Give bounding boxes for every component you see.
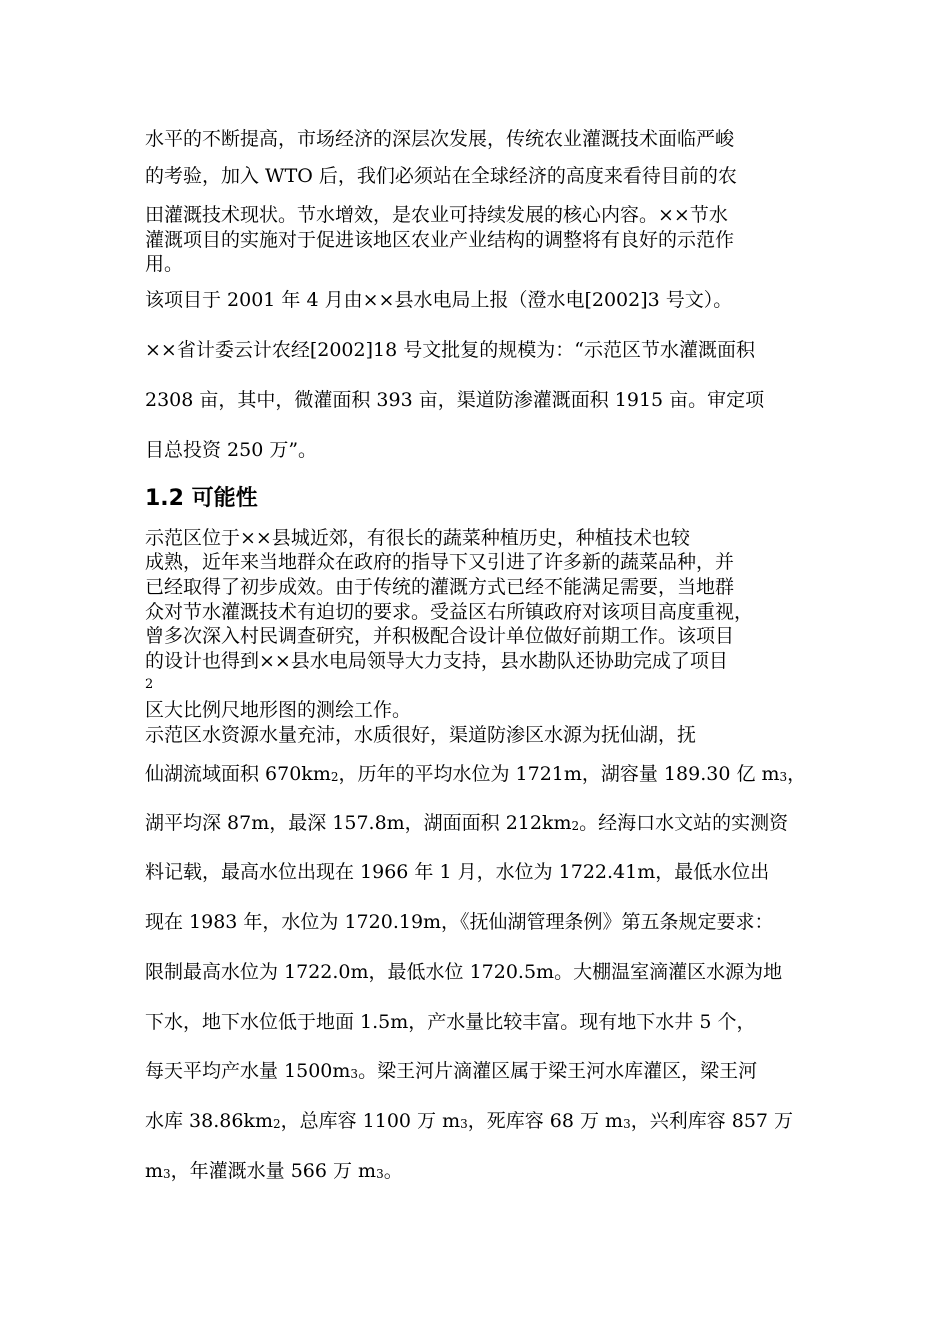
subscript: 2 (571, 819, 580, 833)
body-text-line: 2308 亩，其中，微灌面积 393 亩，渠道防渗灌溉面积 1915 亩。审定项 (145, 389, 765, 411)
text-run: 。梁王河片滴灌区属于梁王河水库灌区，梁王河 (358, 1060, 758, 1082)
body-text-line (145, 811, 788, 838)
body-text-line: 已经取得了初步成效。由于传统的灌溉方式已经不能满足需要，当地群 (145, 576, 735, 598)
body-text-line: 众对节水灌溉技术有迫切的要求。受益区右所镇政府对该项目高度重视， (145, 601, 754, 623)
text-run: ， (787, 763, 807, 785)
body-text-line: 区大比例尺地形图的测绘工作。 (145, 699, 412, 721)
body-text-line: 示范区水资源水量充沛，水质很好，渠道防渗区水源为抚仙湖，抚 (145, 724, 697, 746)
text-run: ，年灌溉水量 566 万 m (170, 1160, 377, 1182)
text-run: 每天平均产水量 1500m (145, 1060, 351, 1082)
section-heading: 1.2 可能性 (145, 486, 258, 511)
body-text-line: 的考验，加入 WTO 后，我们必须站在全球经济的高度来看待目前的农 (145, 165, 737, 187)
text-run: 水库 38.86km (145, 1110, 273, 1132)
text-run: ，死库容 68 万 m (467, 1110, 624, 1132)
body-text-line: 曾多次深入村民调查研究，并积极配合设计单位做好前期工作。该项目 (145, 625, 735, 647)
text-run: ，总库容 1100 万 m (280, 1110, 461, 1132)
text-run: m (145, 1160, 164, 1182)
body-text-line: 下水，地下水位低于地面 1.5m，产水量比较丰富。现有地下水井 5 个， (145, 1011, 756, 1033)
text-run: ，历年的平均水位为 1721m，湖容量 189.30 亿 m (338, 763, 780, 785)
page-number: 2 (145, 677, 154, 692)
body-text-line (145, 1109, 793, 1136)
subscript: 3 (350, 1067, 359, 1081)
text-run: ，兴利库容 857 万 (630, 1110, 794, 1132)
subscript: 3 (376, 1167, 384, 1181)
subscript: 3 (623, 1117, 631, 1131)
body-text-line: 成熟，近年来当地群众在政府的指导下又引进了许多新的蔬菜品种，并 (145, 551, 735, 573)
body-text-line: 灌溉项目的实施对于促进该地区农业产业结构的调整将有良好的示范作 (145, 229, 735, 251)
body-text-line: 限制最高水位为 1722.0m，最低水位 1720.5m。大棚温室滴灌区水源为地 (145, 961, 783, 983)
body-text-line: 现在 1983 年，水位为 1720.19m，《抚仙湖管理条例》第五条规定要求： (145, 911, 774, 933)
subscript: 3 (460, 1117, 468, 1131)
body-text-line: 示范区位于××县城近郊，有很长的蔬菜种植历史，种植技术也较 (145, 527, 690, 549)
body-text-line: 该项目于 2001 年 4 月由××县水电局上报（澄水电[2002]3 号文）。 (145, 289, 733, 311)
body-text-line: 料记载，最高水位出现在 1966 年 1 月，水位为 1722.41m，最低水位出 (145, 861, 770, 883)
subscript: 3 (163, 1167, 171, 1181)
body-text-line (145, 1059, 757, 1086)
body-text-line: 田灌溉技术现状。节水增效，是农业可持续发展的核心内容。××节水 (145, 204, 728, 226)
body-text-line (145, 762, 806, 789)
body-text-line (145, 1159, 403, 1186)
body-text-line: 的设计也得到××县水电局领导大力支持，县水勘队还协助完成了项目 (145, 650, 728, 672)
body-text-line: 目总投资 250 万”。 (145, 439, 318, 461)
subscript: 2 (272, 1117, 281, 1131)
subscript: 2 (330, 770, 339, 784)
body-text-line: 用。 (145, 253, 184, 275)
body-text-line: 水平的不断提高，市场经济的深层次发展，传统农业灌溉技术面临严峻 (145, 128, 735, 150)
body-text-line: ××省计委云计农经[2002]18 号文批复的规模为：“示范区节水灌溉面积 (145, 339, 755, 361)
text-run: 湖平均深 87m，最深 157.8m，湖面面积 212km (145, 812, 572, 834)
subscript: 3 (779, 770, 788, 784)
text-run: 。 (383, 1160, 403, 1182)
text-run: 仙湖流域面积 670km (145, 763, 331, 785)
text-run: 。经海口水文站的实测资 (579, 812, 789, 834)
